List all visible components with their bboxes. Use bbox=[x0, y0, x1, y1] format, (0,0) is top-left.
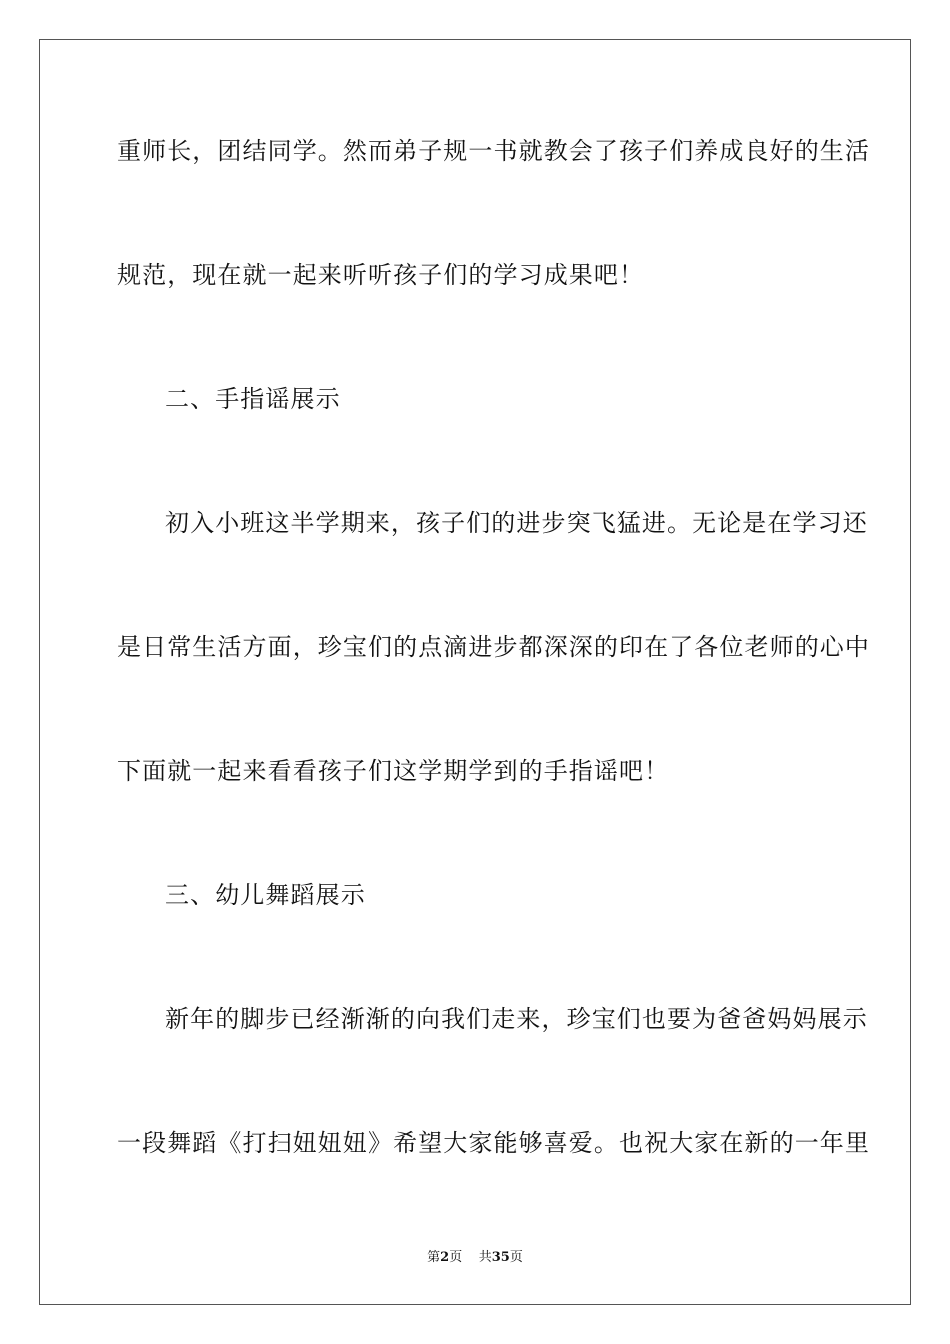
total-prefix: 共 bbox=[478, 1250, 492, 1265]
section-heading: 二、手指谣展示 bbox=[165, 385, 341, 413]
paragraph-line: 一段舞蹈《打扫妞妞妞》希望大家能够喜爱。也祝大家在新的一年里 bbox=[117, 1129, 870, 1157]
paragraph-line: 规范，现在就一起来听听孩子们的学习成果吧！ bbox=[117, 261, 645, 289]
paragraph-line: 下面就一起来看看孩子们这学期学到的手指谣吧！ bbox=[117, 757, 670, 785]
paragraph-line: 初入小班这半学期来，孩子们的进步突飞猛进。无论是在学习还 bbox=[165, 509, 868, 537]
page-suffix: 页 bbox=[449, 1250, 463, 1265]
paragraph-line: 重师长，团结同学。然而弟子规一书就教会了孩子们养成良好的生活 bbox=[117, 137, 870, 165]
paragraph-line: 是日常生活方面，珍宝们的点滴进步都深深的印在了各位老师的心中 bbox=[117, 633, 870, 661]
total-suffix: 页 bbox=[509, 1250, 523, 1265]
total-pages: 35 bbox=[491, 1250, 510, 1265]
page-prefix: 第 bbox=[427, 1250, 441, 1265]
page-footer bbox=[0, 1246, 950, 1265]
page-number: 2 bbox=[440, 1250, 450, 1265]
paragraph-line: 新年的脚步已经渐渐的向我们走来，珍宝们也要为爸爸妈妈展示 bbox=[165, 1005, 868, 1033]
section-heading: 三、幼儿舞蹈展示 bbox=[165, 881, 366, 909]
page-border bbox=[39, 39, 911, 1305]
